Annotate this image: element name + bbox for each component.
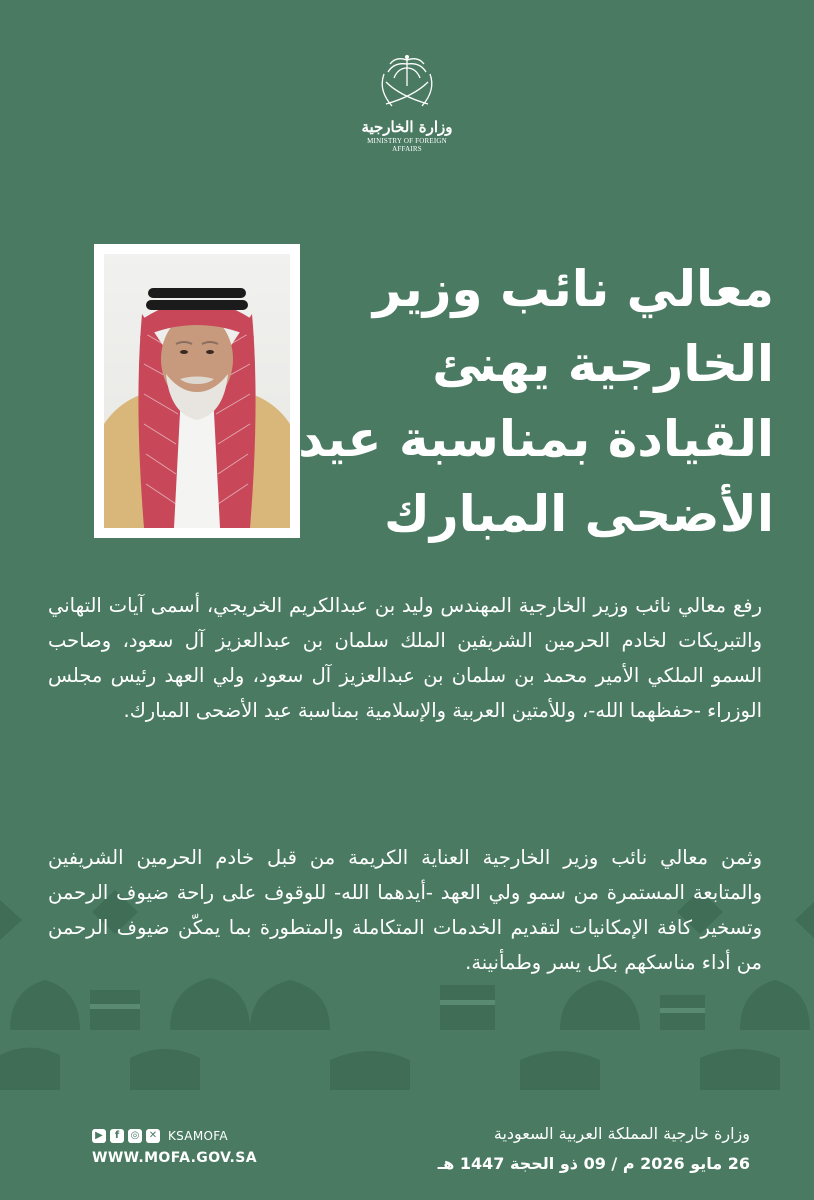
body-paragraph-2: وثمن معالي نائب وزير الخارجية العناية الكريمة من قبل خادم الحرمين الشريفين والمتابعة المستمرة من سمو ولي العهد -أيدهما الله- للوقوف على راحة ضيوف الرحمن وتسخير كافة الإمكانيات لتقديم الخدمات المتكاملة والمتطورة بما يمكّن ضيوف الرحمن من أداء مناسكهم بكل يسر وطمأنينة. — [48, 846, 762, 974]
social-handle: KSAMOFA — [168, 1129, 228, 1143]
headline-line: معالي نائب وزير — [372, 260, 774, 318]
headline-line: الخارجية يهنئ — [432, 335, 774, 393]
footer-ministry-name: وزارة خارجية المملكة العربية السعودية — [493, 1124, 750, 1143]
social-row — [92, 1126, 272, 1146]
ministry-logo — [352, 52, 462, 153]
portrait-photo — [104, 254, 290, 528]
footer-date: 26 مايو 2026 م / 09 ذو الحجة 1447 هـ — [437, 1154, 750, 1173]
instagram-icon[interactable]: ◎ — [128, 1129, 142, 1143]
website-link[interactable]: WWW.MOFA.GOV.SA — [92, 1150, 257, 1166]
youtube-icon[interactable]: ▶ — [92, 1129, 106, 1143]
logo-english-name: MINISTRY OF FOREIGN AFFAIRS — [367, 137, 447, 153]
headline-line: القيادة بمناسبة عيد — [298, 410, 774, 468]
headline — [298, 252, 774, 552]
body-paragraph-1: رفع معالي نائب وزير الخارجية المهندس وليد بن عبدالكريم الخريجي، أسمى آيات التهاني والتبريكات لخادم الحرمين الشريفين الملك سلمان بن عبدالعزيز آل سعود، وصاحب السمو الملكي الأمير محمد بن سلمان بن عبدالعزيز آل سعود، ولي العهد رئيس مجلس الوزراء -حفظهما الله-، وللأمتين العربية والإسلامية بمناسبة عيد الأضحى المبارك. — [48, 594, 762, 722]
emblem-icon — [372, 52, 442, 116]
x-icon[interactable]: ✕ — [146, 1129, 160, 1143]
facebook-icon[interactable]: f — [110, 1129, 124, 1143]
logo-arabic-name: وزارة الخارجية — [361, 118, 453, 136]
portrait-frame — [94, 244, 300, 538]
headline-line: الأضحى المبارك — [384, 485, 774, 543]
social-block — [92, 1126, 272, 1166]
